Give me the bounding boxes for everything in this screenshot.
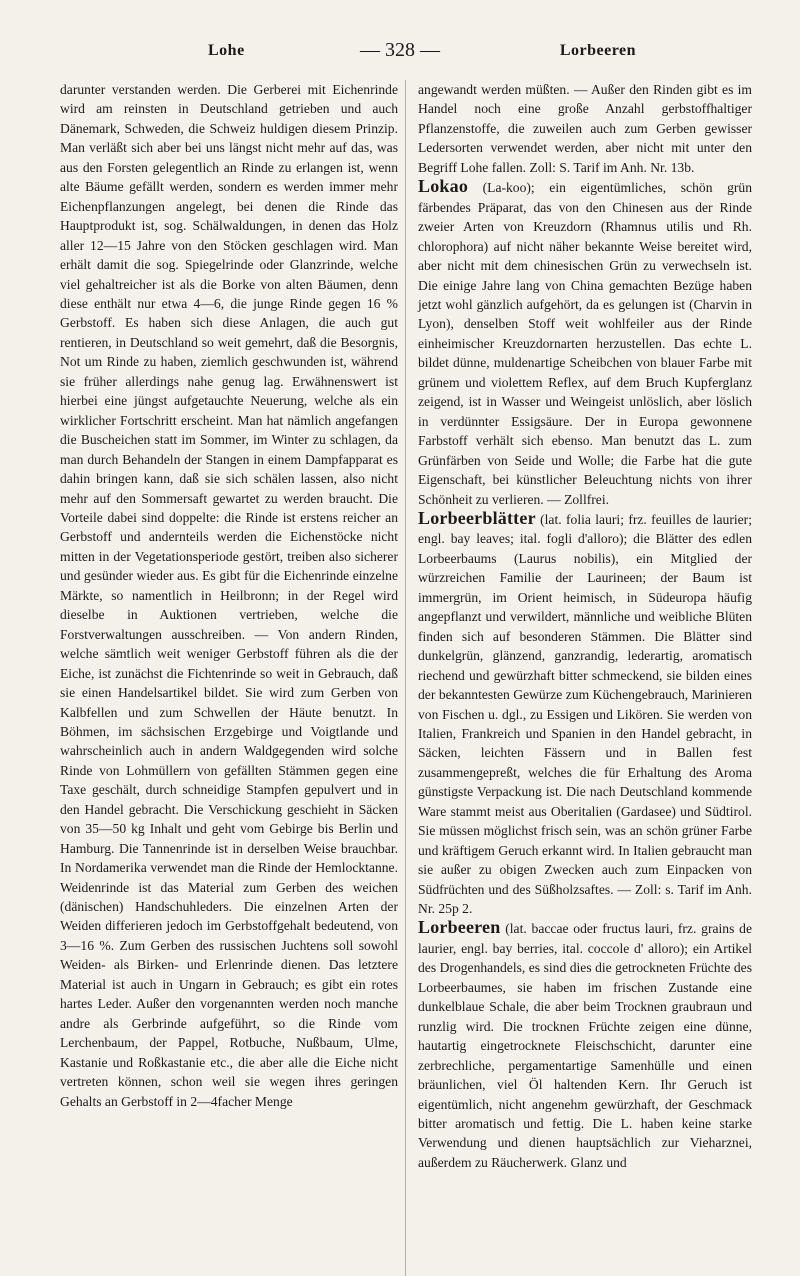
- entry-lorbeeren-text: (lat. baccae oder fructus lauri, frz. grains de laurier, engl. bay berries, ital. coccole d' alloro); ein Artikel des Drogenhandels, es sind dies die getrockneten Früchte des Lorbeerbaumes, sie haben im frischen Zustande eine dunkelblaue Schale, die aber beim Trocknen graubraun und runzlig wird. Die trocknen Früchte zeigen eine dünne, hautartig eingetrocknete Fleischschicht, darunter eine zerbrechliche, pergamentartige Samenhülle und einen bräunlichen, viel Öl haltenden Kern. Ihr Geruch ist eigentümlich, nicht angenehm gewürzhaft, der Geschmack bitter aromatisch und fettig. Die L. haben keine starke Verwendung und dienen hauptsächlich zur Vieharznei, außerdem zu Räucherwerk. Glanz und: [418, 921, 752, 1170]
- entry-lorbeeren-head: Lorbeeren: [418, 917, 501, 938]
- entry-lorbeeren: [418, 918, 752, 1172]
- header-left-keyword: Lohe: [208, 42, 245, 59]
- right-column: [418, 80, 752, 1172]
- header-right-keyword: Lorbeeren: [559, 42, 636, 59]
- left-column-text: darunter verstanden werden. Die Gerberei mit Eichenrinde wird am reinsten in Deutschland getrieben und auch Dänemark, Schweden, die Schweiz huldigen diesem Prinzip. Man verläßt sich aber bei uns längst nicht mehr auf das, was aus den Forsten gelegentlich an Rinde zu erlangen ist, wenn alte Bäume gefällt werden, sondern es werden immer mehr Eichenpflanzungen angelegt, bei denen die Rinde das Hauptprodukt ist, sog. Schälwaldungen, in denen das Holz aller 12—15 Jahre von den Stöcken geschlagen wird. Man erhält damit die sog. Spiegelrinde oder Glanzrinde, welche viel gehaltreicher ist als die Borke von alten Bäumen, denn diese enthält nur etwa 4—6, die junge Rinde gegen 16 % Gerbstoff. Es haben sich diese Anlagen, die auch gut rentieren, in Deutschland so weit gemehrt, daß die Besorgnis, Not um Rinde zu haben, ziemlich geschwunden ist, während sie früher allerdings nahe genug lag. Erwähnenswert ist hierbei eine jüngst aufgetauchte Neuerung, welche als ein wirklicher Fortschritt erscheint. Man hat nämlich angefangen die Buscheichen statt im Sommer, im Winter zu schlagen, da man durch Behandeln der Stangen in einem Dampfapparat es dahin bringen kann, daß sie sich schälen lassen, also nicht mehr auf den Sommersaft gewartet zu werden braucht. Die Vorteile dabei sind doppelte: die Rinde ist erstens reicher an Gerbstoff und andernteils werden die Eichenstöcke nicht mitten in der Vegetationsperiode gestört, treiben also sicherer und gesünder wieder aus. Es gibt für die Eichenrinde einzelne Märkte, so namentlich in Heilbronn; in der Regel wird dieselbe in Auktionen vertrieben, welche die Forstverwaltungen ausschreiben. — Von andern Rinden, welche sämtlich weit weniger Gerbstoff führen als die der Eiche, ist zunächst die Fichtenrinde so weit in Gebrauch, daß sie einen Handelsartikel bildet. Sie wird zum Gerben von Kalbfellen und zum Schwellen der Häute benutzt. In Böhmen, im sächsischen Erzgebirge und Voigtlande und wahrscheinlich auch in andern Waldgegenden wird solche Rinde von Lohmüllern von gefällten Stämmen gegen eine Taxe geschält, durch schneidige Stampfen gepulvert und in den Handel gebracht. Die Verschickung geschieht in Säcken von 35—50 kg Inhalt und geht vom Gebirge bis Berlin und Hamburg. Die Tannenrinde ist in derselben Weise brauchbar. In Nordamerika verwendet man die Rinde der Hemlocktanne. Weidenrinde ist das Material zum Gerben des weichen (dänischen) Handschuhleders. Die einzelnen Arten der Weiden differieren jedoch im Gerbstoffgehalt bedeutend, von 3—16 %. Zum Gerben des russischen Juchtens soll sowohl Weiden- als Birken- und Erlenrinde dienen. Das letztere Material ist auch in Ungarn in Gebrauch; es gibt ein rotes hartes Leder. Außer den vorgenannten werden noch manche andre als Gerbrinde aufgeführt, so die Rinde vom Lerchenbaum, der Pappel, Rotbuche, Nußbaum, Ulme, Kastanie und Roßkastanie etc., die aber alle die Eiche nicht vertreten können, schon weil sie wegen ihres geringen Gehalts an Gerbstoff in 2—4facher Menge: [60, 82, 398, 1109]
- right-column-intro: angewandt werden müßten. — Außer den Rinden gibt es im Handel noch eine große Anzahl gerbstoffhaltiger Pflanzenstoffe, die zuweilen auch zum Gerben gewisser Ledersorten verwendet werden, aber nicht mit unter den Begriff Lohe fallen. Zoll: S. Tarif im Anh. Nr. 13b.: [418, 82, 752, 175]
- entry-lorbeerblaetter-head: Lorbeerblätter: [418, 507, 536, 528]
- entry-lorbeerblaetter-text: (lat. folia lauri; frz. feuilles de laurier; engl. bay leaves; ital. fogli d'alloro); die Blätter des edlen Lorbeerbaums (Laurus nobilis), ein Mitglied der würzreichen Familie der Laurineen; der Baum ist immergrün, im Orient heimisch, in Südeuropa häufig angepflanzt und verwildert, männliche und weibliche Blüten finden sich auf besonderen Stämmen. Die Blätter sind dunkelgrün, glänzend, ganzrandig, lederartig, aromatisch riechend und gewürzhaft bitter schmeckend, sie bilden eines der bekanntesten Gewürze zum Küchengebrauch, Marinieren von Fischen u. dgl., zu Essigen und Likören. Sie werden von Italien, Frankreich und Spanien in den Handel gebracht, in Säcken, leichten Fässern und in Ballen fest zusammengepreßt, welches die für Erhaltung des Aroma günstigste Verpackung ist. Die nach Deutschland kommende Ware stammt meist aus Oberitalien (Gardasee) und Südtirol. Sie müssen möglichst frisch sein, was an schön grüner Farbe und kräftigem Geruch erkannt wird. In Italien gebraucht man sie außer zu obigen Zwecken auch zum Einpacken von Südfrüchten und des Süßholzsaftes. — Zoll: s. Tarif im Anh. Nr. 25p 2.: [418, 511, 752, 917]
- running-header: [56, 39, 744, 66]
- left-column: [60, 80, 398, 1111]
- entry-lokao-text: (La-koo); ein eigentümliches, schön grün färbendes Präparat, das von den Chinesen aus der Rinde zweier Arten von Kreuzdorn (Rhamnus utilis und Rh. chlorophora) auf nicht näher bekannte Weise bereitet wird, aber nicht mit dem chinesischen Grün zu verwechseln ist. Die einige Jahre lang von China gemachten Bezüge haben jetzt wohl gänzlich aufgehört, da es gelungen ist (Charvin in Lyon), denselben Stoff weit wohlfeiler aus der Rinde einheimischer Kreuzdornarten herzustellen. Das echte L. bildet dünne, muldenartige Scheibchen von blauer Farbe mit grünem und violettem Reflex, auf dem Bruch Kupferglanz zeigend, ist in Wasser und Weingeist unlöslich, aber löslich in verdünnter Essigsäure. Der in Europa gewonnene Farbstoff verhält sich ebenso. Man benutzt das L. zum Grünfärben von Seide und Wolle; die Farbe hat die gute Eigenschaft, bei künstlicher Beleuchtung nichts von ihrer Schönheit zu verlieren. — Zollfrei.: [418, 180, 752, 507]
- page-number: — 328 —: [360, 39, 440, 61]
- entry-lokao: [418, 177, 752, 509]
- column-divider: [405, 80, 406, 1276]
- entry-lorbeerblaetter: [418, 509, 752, 919]
- entry-lokao-head: Lokao: [418, 176, 469, 197]
